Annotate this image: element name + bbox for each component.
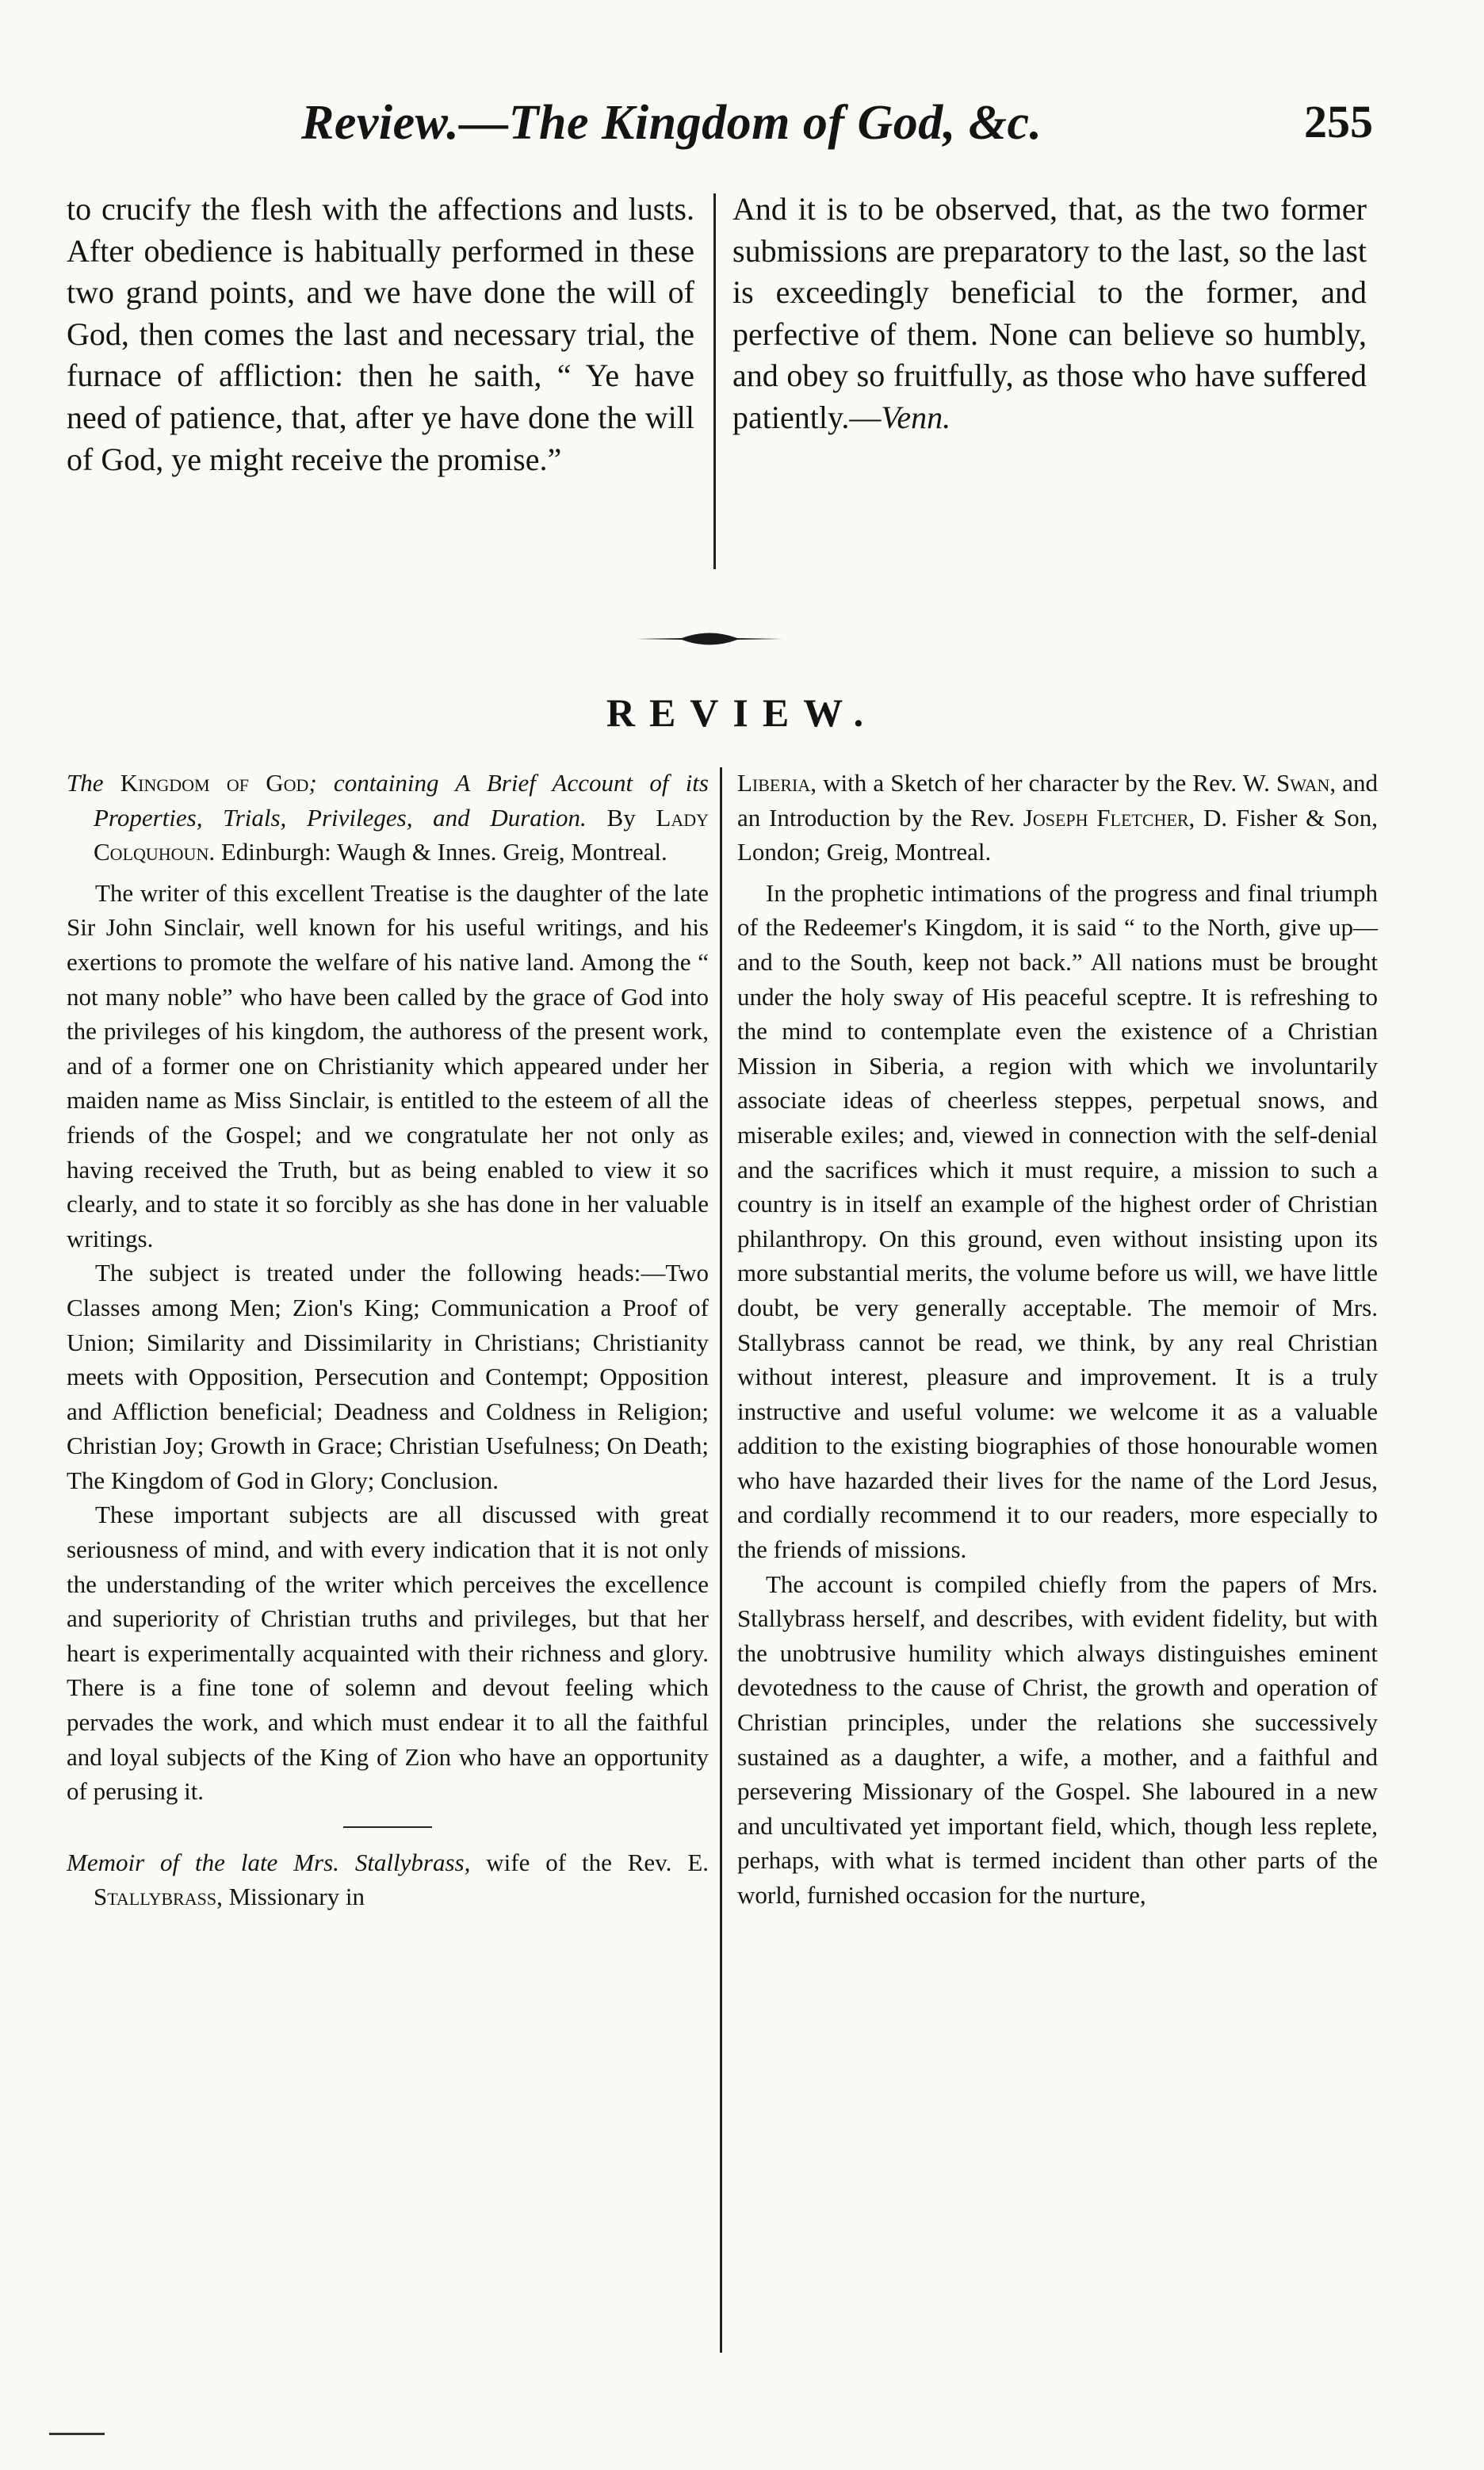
- review2-heading-start: Memoir of the late Mrs. Stallybrass, wife of the Rev. E. Stallybrass, Missionary in: [67, 1848, 709, 1911]
- review2-heading-cont: Liberia, with a Sketch of her character by the Rev. W. Swan, and an Introduction by the Rev. Joseph Fletcher, D. Fisher & Son, London; Greig, Montreal.: [737, 769, 1379, 866]
- top-right-column: [732, 189, 1367, 439]
- top-column-divider: [713, 193, 716, 569]
- running-title: Review.—The Kingdom of God, &c.: [301, 96, 1042, 150]
- section-title: REVIEW.: [606, 690, 878, 735]
- review1-paragraph-1: The writer of this excellent Treatise is the daughter of the late Sir John Sinclair, well known for his useful writings, and his exertions to promote the welfare of his native land. Among the “ not many noble” who have been called by the grace of God into the privileges of his kingdom, the authoress of the present work, and of a former one on Christianity which appeared under her maiden name as Miss Sinclair, is entitled to the esteem of all the friends of the Gospel; and we congratulate her not only as having received the Truth, but as being enabled to view it so clearly, and to state it so forcibly as she has done in her valuable writings.: [67, 878, 709, 1252]
- review1-paragraph-3: These important subjects are all discussed with great seriousness of mind, and with every indication that it is not only the understanding of the writer which perceives the excellence and superiority of Christian truths and privileges, but that her heart is experimentally acquainted with their richness and glory. There is a fine tone of solemn and devout feeling which pervades the work, and which must endear it to all the faithful and loyal subjects of the King of Zion who have an opportunity of perusing it.: [67, 1501, 709, 1806]
- review-right-column: [737, 766, 1378, 1913]
- review1-heading: The Kingdom of God; containing A Brief Account of its Properties, Trials, Privileges, and Duration. By Lady Colquhoun. Edinburgh: Waugh & Innes. Greig, Montreal.: [67, 769, 709, 866]
- review1-paragraph-2: The subject is treated under the following heads:—Two Classes among Men; Zion's King; Communication a Proof of Union; Similarity and Dissimilarity in Christians; Christianity meets with Opposition, Persecution and Contempt; Opposition and Affliction beneficial; Deadness and Coldness in Religion; Christian Joy; Growth in Grace; Christian Usefulness; On Death; The Kingdom of God in Glory; Conclusion.: [67, 1259, 709, 1494]
- running-header: [63, 95, 1373, 166]
- review2-paragraph-1: In the prophetic intimations of the progress and final triumph of the Redeemer's Kingdom, it is said “ to the North, give up—and to the South, keep not back.” All nations must be brought under the holy sway of His peaceful sceptre. It is refreshing to the mind to contemplate even the existence of a Christian Mission in Siberia, a region with which we involuntarily associate ideas of cheerless steppes, perpetual snows, and miserable exiles; and, viewed in connection with the self-denial and the sacrifices which it must require, a mission to such a country is in itself an example of the highest order of Christian philanthropy. On this ground, even without insisting upon its more substantial merits, the volume before us will, we have little doubt, be very generally acceptable. The memoir of Mrs. Stallybrass cannot be read, we think, by any real Christian without interest, pleasure and improvement. It is a truly instructive and useful volume: we welcome it as a valuable addition to the existing biographies of those honourable women who have hazarded their lives for the name of the Lord Jesus, and cordially recommend it to our readers, more especially to the friends of missions.: [737, 878, 1378, 1564]
- top-left-column: [67, 189, 694, 480]
- top-right-text: [732, 189, 1367, 439]
- review2-paragraph-2: The account is compiled chiefly from the papers of Mrs. Stallybrass herself, and describes, with evident fidelity, but with the unobtrusive humility which always distinguishes eminent devotedness to the cause of Christ, the growth and operation of Christian principles, under the relations she successively sustained as a daughter, a wife, a mother, and a faithful and persevering Missionary of the Gospel. She laboured in a new and uncultivated yet important field, which, though less replete, perhaps, with what is termed incident than other parts of the world, furnished occasion for the nurture,: [737, 1570, 1378, 1909]
- quote-author: Venn.: [881, 399, 951, 435]
- short-divider: [343, 1826, 432, 1828]
- ornament-divider-icon: [634, 623, 785, 655]
- review-left-column: [67, 766, 709, 1914]
- top-right-main: And it is to be observed, that, as the two former submissions are preparatory to the last, so the last is exceedingly beneficial to the former, and perfective of them. None can believe so humbly, and obey so fruitfully, as those who have suffered patiently.—: [732, 191, 1367, 435]
- review-column-divider: [720, 767, 722, 2353]
- margin-mark: [49, 2433, 105, 2435]
- page-number: 255: [1304, 96, 1373, 147]
- top-left-text: to crucify the flesh with the affections and lusts. After obedience is habitually performed in these two grand points, and we have done the will of God, then comes the last and necessary trial, the furnace of affliction: then he saith, “ Ye have need of patience, that, after ye have done the will of God, ye might receive the promise.”: [67, 191, 694, 477]
